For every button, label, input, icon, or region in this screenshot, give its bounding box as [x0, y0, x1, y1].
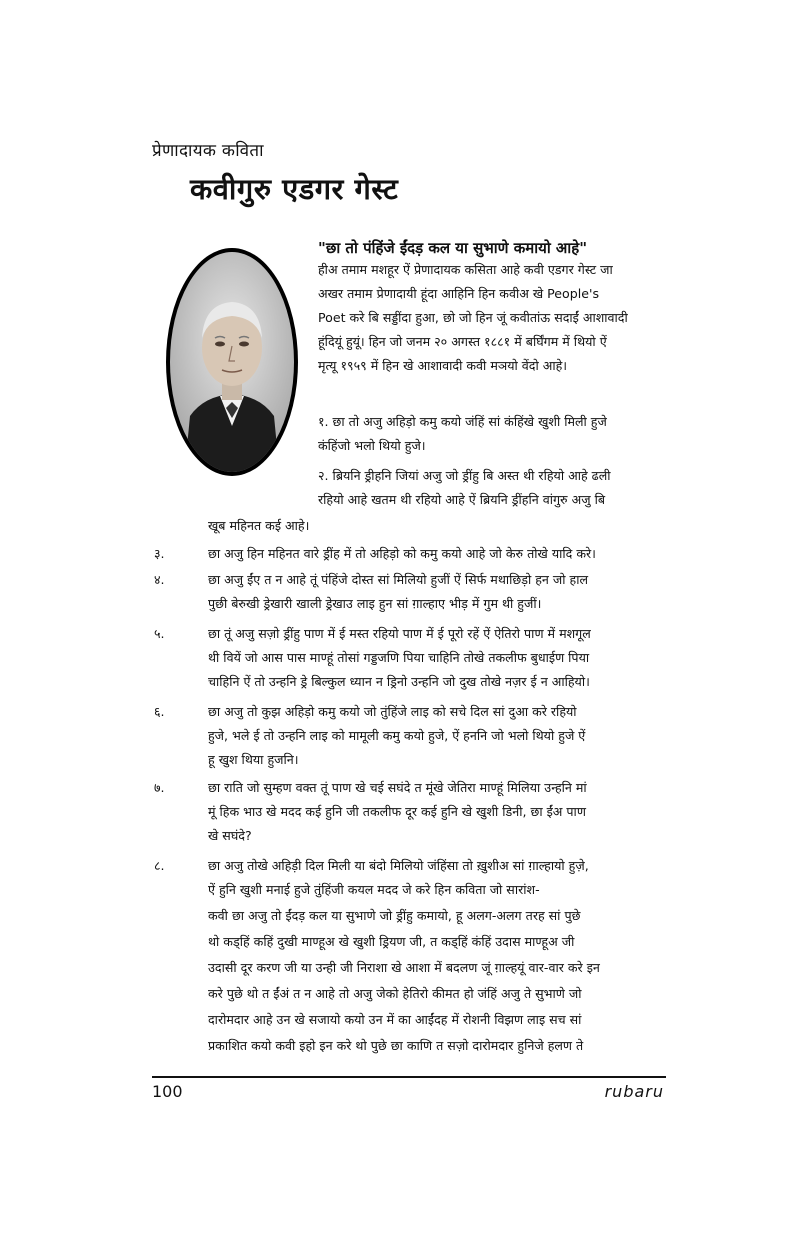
item-line: ऐं हुनि खुशी मनाई हुजे तुंहिंजी कयल मदद जे करे हिन कविता जो सारांश-: [208, 882, 540, 897]
item-number: ८.: [154, 858, 165, 873]
page-number: 100: [152, 1082, 183, 1101]
item-line: छा अजु तो कुझ अहिड़ो कमु कयो जो तुंहिंजे लाइ को सचे दिल सां दुआ करे रहियो: [208, 704, 577, 719]
item-body: [208, 776, 587, 848]
intro-line: अखर तमाम प्रेणादायी हूंदा आहिनि हिन कवीअ खे People's: [318, 286, 600, 301]
summary-line: थो कड्हिं कहिं दुखी माण्हूअ खे खुशी ड्रियण जी, त कड्हिं कंहिं उदास माण्हूअ जी: [208, 934, 575, 949]
item-body: [208, 542, 596, 566]
intro-line: मृत्यू १९५९ में हिन खे आशावादी कवी मञयो वेंदो आहे।: [318, 358, 568, 373]
intro-line: हीअ तमाम मशहूर ऐं प्रेणादायक कसिता आहे कवी एडगर गेस्ट जा: [318, 262, 613, 277]
item-body: [208, 568, 588, 616]
item-number: ५.: [154, 626, 165, 641]
portrait-photo: [164, 246, 300, 478]
point-2-line: रहियो आहे खतम थी रहियो आहे ऐं ब्रियनि ड्रींहनि वांगुरु अजु बि: [318, 492, 606, 507]
item-line: खे सघंदे?: [208, 828, 252, 843]
item-number: ७.: [154, 780, 165, 795]
item-number: ४.: [154, 572, 165, 587]
summary-line: उदासी दूर करण जी या उन्ही जी निराशा खे आशा में बदलण जूं ग़ाल्हयूं वार-वार करे इन: [208, 960, 600, 975]
intro-line: Poet करे बि सड्डींदा हुआ, छो जो हिन जूं कवीतांऊ सदाईं आशावादी: [318, 310, 628, 325]
item-body: [208, 854, 589, 902]
summary-line: करे पुछे थो त ईंअं त न आहे तो अजु जेको हेतिरो कीमत हो जंहिं अजु ते सुभाणे जो: [208, 986, 582, 1001]
point-1-line: कंहिंजो भलो थियो हुजे।: [318, 438, 426, 453]
item-line: थी वियें जो आस पास माण्हूं तोसां गड्डजणि पिया चाहिनि तोखे तकलीफ बुधाईण पिया: [208, 650, 590, 665]
item-line: हुजे, भले ई तो उन्हनि लाइ को मामूली कमु कयो हुजे, ऐं हननि जो भलो थियो हुजे ऐं: [208, 728, 586, 743]
summary-line: दारोमदार आहे उन खे सजायो कयो उन में का आईंदह में रोशनी विझण लाइ सच सां: [208, 1012, 582, 1027]
point-1-line: १. छा तो अजु अहिड़ो कमु कयो जंहिं सां कंहिंखे खुशी मिली हुजे: [318, 414, 607, 429]
item-line: हू खुश थिया हुजनि।: [208, 752, 299, 767]
item-line: चाहिनि ऐं तो उन्हनि ड्रे बिल्कुल ध्यान न ड्रिनो उन्हनि जो दुख तोखे नज़र ई न आहियो।: [208, 674, 590, 689]
item-line: छा तूं अजु सज़ो ड्रींहु पाण में ई मस्त रहियो पाण में ई पूरो रहें ऐं ऐतिरो पाण में मशगूल: [208, 626, 591, 641]
section-label: प्रेणादायक कविता: [152, 141, 264, 161]
item-body: [208, 700, 585, 772]
item-line: मूं हिक भाउ खे मदद कई हुनि जी तकलीफ दूर कई हुनि खे खुशी डिनी, छा ईंअ पाण: [208, 804, 586, 819]
item-line: छा अजु ईंए त न आहे तूं पंहिंजे दोस्त सां मिलियो हुजीं ऐं सिर्फ मथाछिड़ो हन जो हाल: [208, 572, 589, 587]
item-body: [208, 622, 591, 694]
item-line: पुछी बेरुखी ड्रेखारी खाली ड्रेखाउ लाइ हुन सां ग़ाल्हाए भीड़ में गुम थी हुजीं।: [208, 596, 542, 611]
point-2-line: खूब महिनत कई आहे।: [208, 518, 310, 533]
summary-line: प्रकाशित कयो कवी इहो इन करे थो पुछे छा काणि त सज़ो दारोमदार हुनिजे हलण ते: [208, 1038, 584, 1053]
item-line: छा अजु तोखे अहिड़ी दिल मिली या बंदो मिलियो जंहिंसा तो ख़ुशीअ सां ग़ाल्हायो हुज़े,: [208, 858, 589, 873]
summary-line: कवी छा अजु तो ईंदड़ कल या सुभाणे जो ड्रींहु कमायो, हू अलग-अलग तरह सां पुछे: [208, 908, 581, 923]
footer-divider: [152, 1076, 666, 1078]
magazine-logo: rubaru: [604, 1082, 664, 1101]
point-2-line: २. ब्रियनि ड्रीहनि जियां अजु जो ड्रींहु बि अस्त थी रहियो आहे ढली: [318, 468, 611, 483]
item-number: ३.: [154, 546, 165, 561]
intro-line: हूंदियूं हुयूं। हिन जो जनम २० अगस्त १८८१ में बर्घिंगम में थियो ऐं: [318, 334, 607, 349]
item-line: छा राति जो सुम्हण वक्त तूं पाण खे चई सघंदे त मूंखे जेतिरा माण्हूं मिलिया उन्हनि मां: [208, 780, 587, 795]
page-title: कवीगुरु एडगर गेस्ट: [190, 172, 399, 206]
article-subheading: "छा तो पंहिंजे ईंदड़ कल या सुभाणे कमायो आहे": [318, 239, 588, 257]
item-line: छा अजु हिन महिनत वारे ड्रींह में तो अहिड़ो को कमु कयो आहे जो केरु तोखे यादि करे।: [208, 546, 596, 561]
item-number: ६.: [154, 704, 165, 719]
